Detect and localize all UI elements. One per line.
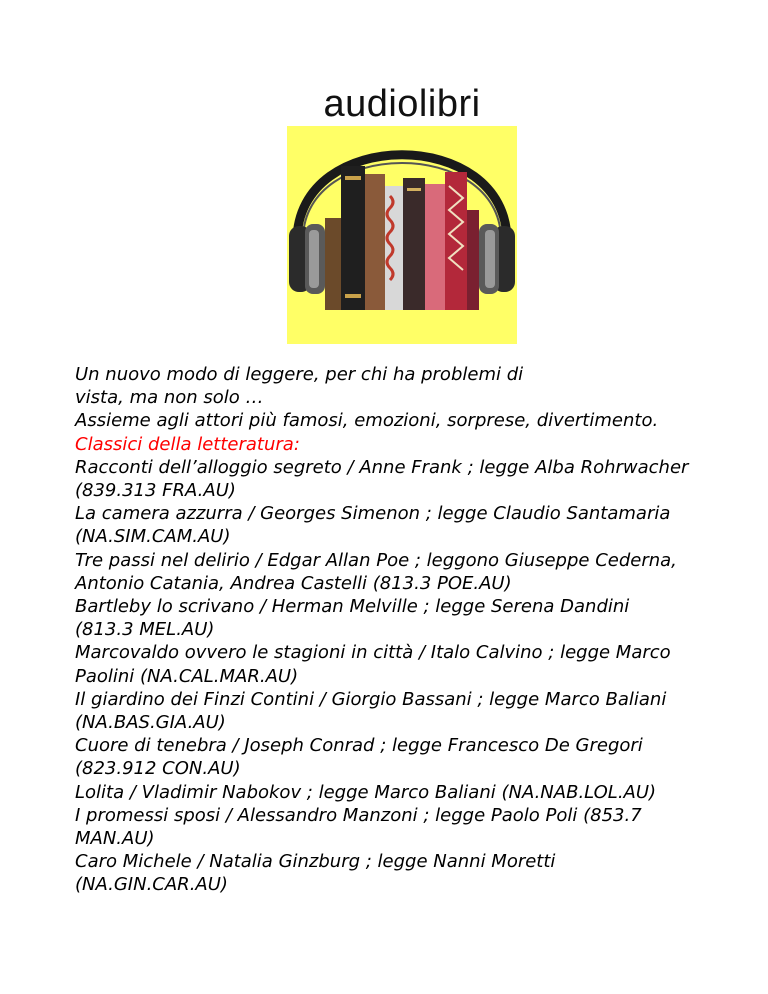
book-entry-7-line-1: Cuore di tenebra / Joseph Conrad ; legge Francesco De Gregori [75, 735, 643, 757]
book-entry-9-line-2: MAN.AU) [75, 828, 155, 850]
logo-title: audiolibri [323, 83, 481, 125]
book-entry-4-line-1: Bartleby lo scrivano / Herman Melville ; legge Serena Dandini [75, 596, 630, 618]
book-entry-2-line-2: (NA.SIM.CAM.AU) [75, 526, 231, 548]
book-entry-5-line-2: Paolini (NA.CAL.MAR.AU) [75, 665, 299, 687]
section-heading: Classici della letteratura: [75, 433, 300, 455]
book-entry-6-line-2: (NA.BAS.GIA.AU) [75, 712, 226, 734]
intro-line-2: vista, ma non solo … [75, 387, 264, 409]
left-earcup-icon [289, 224, 325, 294]
book-entry-2-line-1: La camera azzurra / Georges Simenon ; legge Claudio Santamaria [75, 503, 671, 525]
intro-line-1: Un nuovo modo di leggere, per chi ha problemi di [75, 364, 524, 385]
book-entry-3-line-1: Tre passi nel delirio / Edgar Allan Poe ; leggono Giuseppe Cederna, [75, 549, 677, 571]
book-entry-8-line-1: Lolita / Vladimir Nabokov ; legge Marco Baliani (NA.NAB.LOL.AU) [75, 781, 657, 803]
book-entry-6-line-1: Il giardino dei Finzi Contini / Giorgio Bassani ; legge Marco Baliani [75, 688, 667, 710]
book-entry-5-line-1: Marcovaldo ovvero le stagioni in città / Italo Calvino ; legge Marco [75, 642, 671, 664]
book-entry-7-line-2: (823.912 CON.AU) [75, 758, 241, 780]
audiolibri-logo [287, 82, 517, 344]
right-earcup-icon [479, 224, 515, 294]
headphones-books-illustration [287, 126, 517, 344]
book-entry-10-line-2: (NA.GIN.CAR.AU) [75, 874, 228, 896]
book-entry-4-line-2: (813.3 MEL.AU) [75, 619, 215, 641]
book-entry-10-line-1: Caro Michele / Natalia Ginzburg ; legge Nanni Moretti [75, 851, 556, 873]
book-entry-9-line-1: I promessi sposi / Alessandro Manzoni ; legge Paolo Poli (853.7 [75, 804, 642, 826]
books-icon [325, 166, 479, 310]
book-entry-1-line-1: Racconti dell’alloggio segreto / Anne Frank ; legge Alba Rohrwacher [75, 456, 689, 478]
book-entry-3-line-2: Antonio Catania, Andrea Castelli (813.3 POE.AU) [75, 572, 512, 594]
book-entry-1-line-2: (839.313 FRA.AU) [75, 480, 236, 502]
intro-line-3: Assieme agli attori più famosi, emozioni, sorprese, divertimento. [75, 410, 659, 432]
document-body [75, 363, 715, 897]
